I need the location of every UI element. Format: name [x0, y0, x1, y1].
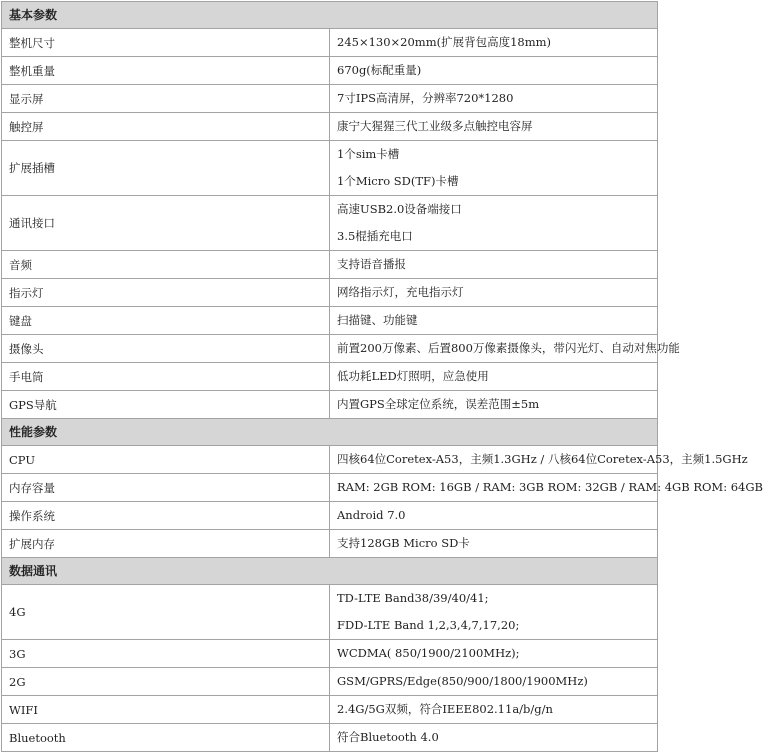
- spec-value-cell: [330, 29, 658, 57]
- spec-label: 2G: [2, 668, 330, 696]
- spec-label: 操作系统: [2, 502, 330, 530]
- spec-value-cell: [330, 696, 658, 724]
- spec-value-cell: [330, 668, 658, 696]
- spec-value: 1个Micro SD(TF)卡槽: [337, 174, 459, 188]
- spec-value: 245×130×20mm(扩展背包高度18mm): [337, 35, 552, 49]
- spec-label: 键盘: [2, 307, 330, 335]
- spec-value-cell: [330, 196, 658, 251]
- spec-table-body: [2, 2, 763, 752]
- spec-value-cell: [330, 391, 658, 419]
- spec-value: 网络指示灯，充电指示灯: [337, 285, 464, 299]
- spec-value: 3.5棍插充电口: [337, 229, 413, 243]
- spec-value: 四核64位Coretex-A53，主频1.3GHz / 八核64位Coretex-A53，主频1.5GHz: [337, 452, 748, 466]
- spec-row: [2, 668, 658, 696]
- spec-row: [2, 196, 658, 251]
- spec-row: [2, 640, 658, 668]
- spec-row: [2, 307, 658, 335]
- spec-value: WCDMA( 850/1900/2100MHz);: [337, 646, 520, 660]
- spec-row: [2, 530, 658, 558]
- spec-label: CPU: [2, 446, 330, 474]
- spec-row: [2, 141, 658, 196]
- spec-value: 扫描键、功能键: [337, 313, 418, 327]
- spec-value-cell: [330, 640, 658, 668]
- spec-value: FDD-LTE Band 1,2,3,4,7,17,20;: [337, 618, 520, 632]
- spec-label: 指示灯: [2, 279, 330, 307]
- spec-row: [2, 696, 658, 724]
- section-header-row: [2, 558, 658, 585]
- spec-row: [2, 335, 658, 363]
- spec-value: 康宁大猩猩三代工业级多点触控电容屏: [337, 119, 533, 133]
- spec-value: 支持语音播报: [337, 257, 406, 271]
- spec-value: GSM/GPRS/Edge(850/900/1800/1900MHz): [337, 674, 588, 688]
- spec-value: RAM: 2GB ROM: 16GB / RAM: 3GB ROM: 32GB / RAM: 4GB ROM: 64GB: [337, 480, 763, 494]
- spec-label: 内存容量: [2, 474, 330, 502]
- spec-value: 前置200万像素、后置800万像素摄像头，带闪光灯、自动对焦功能: [337, 341, 680, 355]
- spec-row: [2, 502, 658, 530]
- section-title: 性能参数: [2, 419, 658, 446]
- spec-value-cell: [330, 279, 658, 307]
- spec-row: [2, 446, 658, 474]
- spec-value-cell: [330, 530, 658, 558]
- spec-row: [2, 85, 658, 113]
- spec-row: [2, 474, 658, 502]
- spec-value-cell: [330, 307, 658, 335]
- spec-value-cell: [330, 724, 658, 752]
- spec-row: [2, 251, 658, 279]
- spec-value: 1个sim卡槽: [337, 147, 400, 161]
- spec-label: 扩展内存: [2, 530, 330, 558]
- spec-value: TD-LTE Band38/39/40/41;: [337, 591, 489, 605]
- spec-value-cell: [330, 363, 658, 391]
- spec-value: 低功耗LED灯照明，应急使用: [337, 369, 489, 383]
- spec-label: 整机尺寸: [2, 29, 330, 57]
- spec-row: [2, 113, 658, 141]
- spec-label: 手电筒: [2, 363, 330, 391]
- spec-table: [1, 1, 763, 752]
- spec-label: Bluetooth: [2, 724, 330, 752]
- section-header-row: [2, 419, 658, 446]
- spec-value: 符合Bluetooth 4.0: [337, 730, 439, 744]
- spec-label: 4G: [2, 585, 330, 640]
- spec-value-cell: [330, 585, 658, 640]
- spec-label: 摄像头: [2, 335, 330, 363]
- spec-label: 扩展插槽: [2, 141, 330, 196]
- spec-row: [2, 57, 658, 85]
- spec-label: GPS导航: [2, 391, 330, 419]
- section-header-row: [2, 2, 658, 29]
- spec-value-cell: [330, 251, 658, 279]
- spec-value: 7寸IPS高清屏，分辨率720*1280: [337, 91, 514, 105]
- spec-label: 触控屏: [2, 113, 330, 141]
- spec-label: 通讯接口: [2, 196, 330, 251]
- spec-row: [2, 391, 658, 419]
- spec-row: [2, 279, 658, 307]
- spec-value: 2.4G/5G双频，符合IEEE802.11a/b/g/n: [337, 702, 553, 716]
- spec-row: [2, 363, 658, 391]
- spec-value-cell: [330, 141, 658, 196]
- spec-value-cell: [330, 113, 658, 141]
- spec-value: 内置GPS全球定位系统，误差范围±5m: [337, 397, 540, 411]
- section-title: 数据通讯: [2, 558, 658, 585]
- spec-value: 高速USB2.0设备端接口: [337, 202, 462, 216]
- spec-label: WIFI: [2, 696, 330, 724]
- spec-value-cell: [330, 446, 748, 474]
- spec-label: 整机重量: [2, 57, 330, 85]
- spec-label: 3G: [2, 640, 330, 668]
- spec-row: [2, 29, 658, 57]
- section-title: 基本参数: [2, 2, 658, 29]
- spec-value: 670g(标配重量): [337, 63, 422, 77]
- spec-row: [2, 724, 658, 752]
- spec-value-cell: [330, 57, 658, 85]
- spec-value-cell: [330, 502, 658, 530]
- spec-row: [2, 585, 658, 640]
- spec-label: 音频: [2, 251, 330, 279]
- spec-value-cell: [330, 335, 680, 363]
- spec-value-cell: [330, 474, 763, 502]
- spec-value: Android 7.0: [337, 508, 406, 522]
- spec-value: 支持128GB Micro SD卡: [337, 536, 470, 550]
- spec-value-cell: [330, 85, 658, 113]
- spec-label: 显示屏: [2, 85, 330, 113]
